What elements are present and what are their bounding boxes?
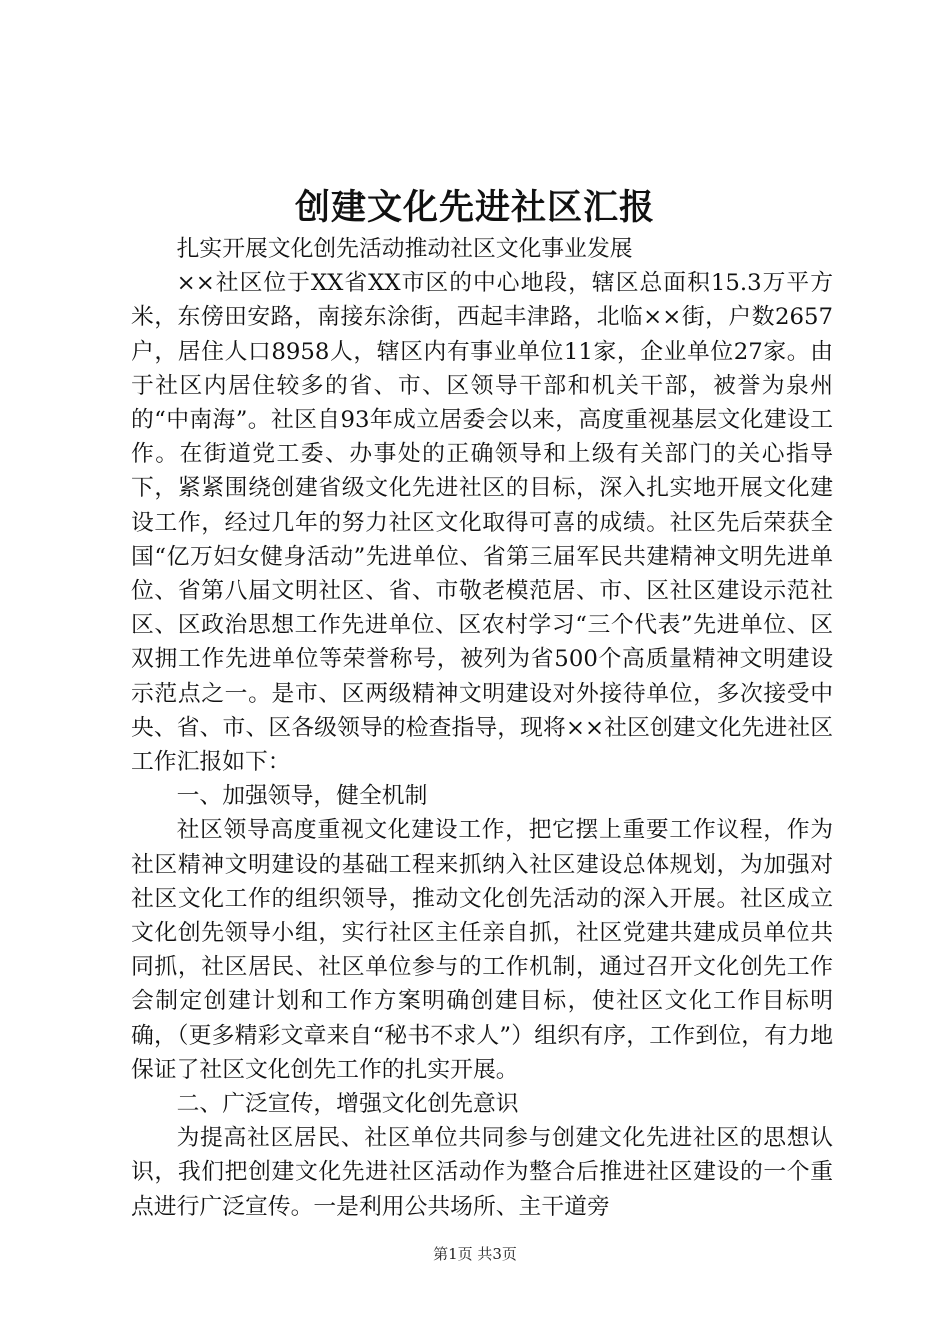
section-paragraph-2: 为提高社区居民、社区单位共同参与创建文化先进社区的思想认识，我们把创建文化先进社区活动作为整合后推进社区建设的一个重点进行广泛宣传。一是利用公共场所、主干道旁 bbox=[131, 1125, 833, 1220]
document-body bbox=[131, 232, 833, 1224]
section-heading-2: 二、广泛宣传，增强文化创先意识 bbox=[176, 1091, 519, 1118]
page-number-footer: 第1页 共3页 bbox=[433, 1245, 517, 1263]
document-title: 创建文化先进社区汇报 bbox=[294, 187, 655, 228]
intro-paragraph: ××社区位于XX省XX市区的中心地段，辖区总面积15.3万平方米，东傍田安路，南接东涂街，西起丰津路，北临××街，户数2657户，居住人口8958人，辖区内有事业单位11家，企业单位27家。由于社区内居住较多的省、市、区领导干部和机关干部，被誉为泉州的“中南海”。社区自93年成立居委会以来，高度重视基层文化建设工作。在街道党工委、办事处的正确领导和上级有关部门的关心指导下，紧紧围绕创建省级文化先进社区的目标，深入扎实地开展文化建设工作，经过几年的努力社区文化取得可喜的成绩。社区先后荣获全国“亿万妇女健身活动”先进单位、省第三届军民共建精神文明先进单位、省第八届文明社区、省、市敬老模范居、市、区社区建设示范社区、区政治思想工作先进单位、区农村学习“三个代表”先进单位、区双拥工作先进单位等荣誉称号，被列为省500个高质量精神文明建设示范点之一。是市、区两级精神文明建设对外接待单位，多次接受中央、省、市、区各级领导的检查指导，现将××社区创建文化先进社区工作汇报如下： bbox=[131, 270, 833, 776]
section-paragraph-1: 社区领导高度重视文化建设工作，把它摆上重要工作议程，作为社区精神文明建设的基础工程来抓纳入社区建设总体规划，为加强对社区文化工作的组织领导，推动文化创先活动的深入开展。社区成立文化创先领导小组，实行社区主任亲自抓，社区党建共建成员单位共同抓，社区居民、社区单位参与的工作机制，通过召开文化创先工作会制定创建计划和工作方案明确创建目标，使社区文化工作目标明确，（更多精彩文章来自“秘书不求人”）组织有序，工作到位，有力地保证了社区文化创先工作的扎实开展。 bbox=[131, 817, 833, 1083]
subtitle-paragraph: 扎实开展文化创先活动推动社区文化事业发展 bbox=[176, 236, 633, 262]
section-heading-1: 一、加强领导，健全机制 bbox=[176, 783, 428, 810]
